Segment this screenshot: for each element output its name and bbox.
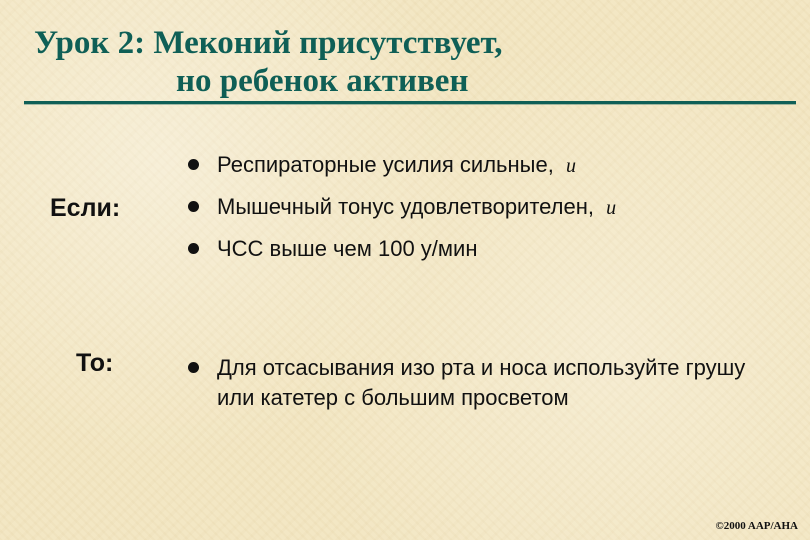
- condition-item-conjunction: и: [565, 155, 576, 177]
- action-label: То:: [76, 349, 114, 377]
- action-list: [188, 353, 788, 413]
- copyright-notice: ©2000 AAP/AHA: [715, 520, 798, 532]
- condition-item: [188, 150, 616, 192]
- condition-list: [188, 150, 616, 276]
- slide-title-line-2: но ребенок активен: [176, 63, 469, 99]
- bullet-icon: [188, 201, 199, 212]
- condition-item: [188, 234, 616, 276]
- condition-item-text: Респираторные усилия сильные,: [217, 152, 554, 177]
- condition-item-conjunction: и: [606, 197, 617, 219]
- slide-title-line-1: Урок 2: Меконий присутствует,: [34, 25, 503, 61]
- title-underline-divider: [24, 101, 796, 104]
- condition-item-text: ЧСС выше чем 100 у/мин: [217, 236, 478, 261]
- action-item: [188, 353, 788, 413]
- condition-label: Если:: [50, 194, 121, 222]
- action-item-text: Для отсасывания изо рта и носа используйте грушу или катетер с большим просветом: [217, 355, 746, 410]
- slide-title: [34, 24, 502, 100]
- condition-item: [188, 192, 616, 234]
- bullet-icon: [188, 243, 199, 254]
- condition-item-text: Мышечный тонус удовлетворителен,: [217, 194, 595, 219]
- bullet-icon: [188, 362, 199, 373]
- bullet-icon: [188, 159, 199, 170]
